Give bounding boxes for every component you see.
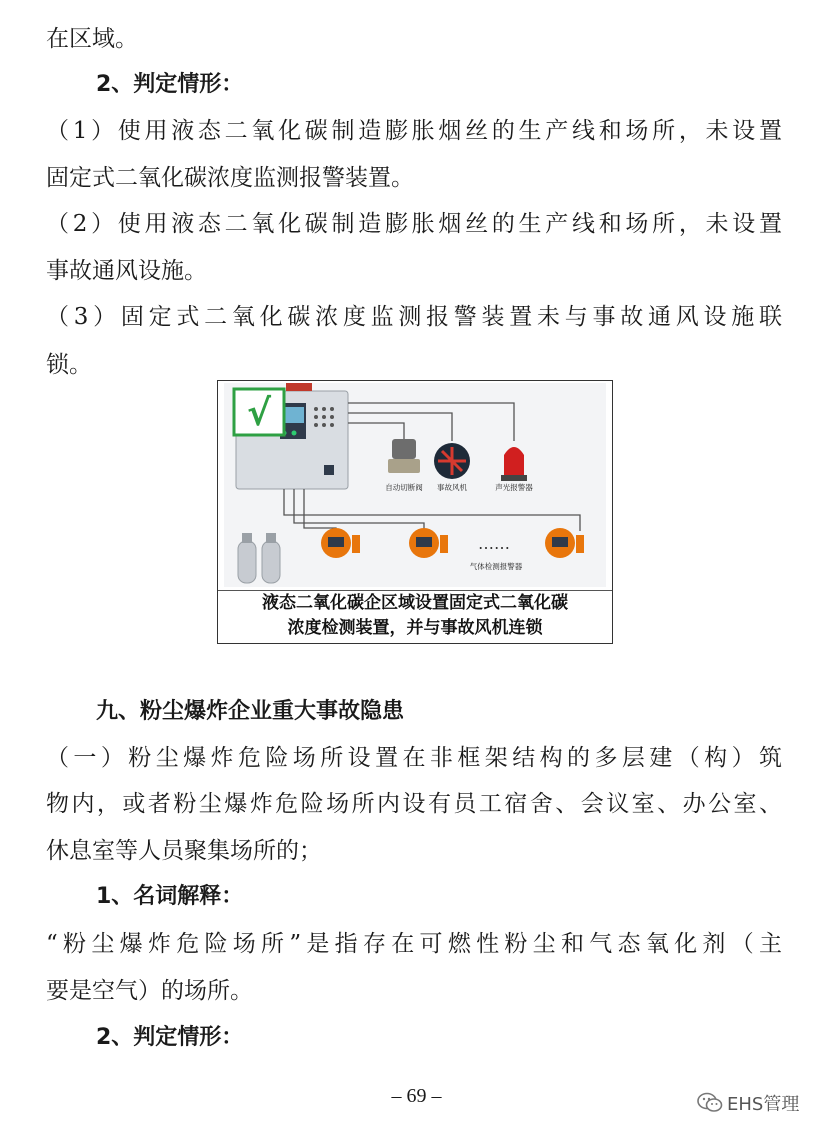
wechat-icon [697,1092,723,1114]
detector-label: 气体检测报警器 [469,562,523,571]
text-line: （一）粉尘爆炸危险场所设置在非框架结构的多层建（构）筑 [46,745,782,771]
caption-line-2: 浓度检测装置，并与事故风机连锁 [287,618,543,638]
watermark-text: EHS管理 [727,1094,800,1115]
alarm-label: 声光报警器 [495,483,533,492]
text-line: 要是空气）的场所。 [46,978,253,1004]
text-line: 事故通风设施。 [46,258,207,284]
watermark [697,1090,799,1116]
text-line: 锁。 [46,352,92,378]
caption-line-1: 液态二氧化碳企区域设置固定式二氧化碳 [262,593,568,613]
text-line: “粉尘爆炸危险场所”是指存在可燃性粉尘和气态氧化剂（主 [46,931,782,957]
co2-alarm-system-diagram [224,383,606,587]
check-mark-icon: √ [246,393,272,434]
valve-label: 自动切断阀 [385,483,423,492]
text-line: 物内，或者粉尘爆炸危险场所内设有员工宿舍、会议室、办公室、 [46,791,782,817]
fan-label: 事故风机 [437,483,467,492]
subheading-definition: 1、名词解释： [96,884,244,909]
text-line: 休息室等人员聚集场所的； [46,838,322,864]
subheading-judgement: 2、判定情形： [96,1025,244,1050]
text-line: （3）固定式二氧化碳浓度监测报警装置未与事故通风设施联 [46,304,782,330]
page-number: – 69 – [391,1085,442,1107]
text-line: （1）使用液态二氧化碳制造膨胀烟丝的生产线和场所，未设置 [46,118,782,144]
text-line: 固定式二氧化碳浓度监测报警装置。 [46,165,414,191]
figure-caption [218,590,612,641]
figure-co2-monitoring [217,380,613,644]
section-heading: 九、粉尘爆炸企业重大事故隐患 [96,699,405,724]
subheading-judgement: 2、判定情形： [96,72,244,97]
text-line: 在区域。 [46,26,138,52]
ellipsis-dots: …… [478,534,510,553]
text-line: （2）使用液态二氧化碳制造膨胀烟丝的生产线和场所，未设置 [46,211,782,237]
